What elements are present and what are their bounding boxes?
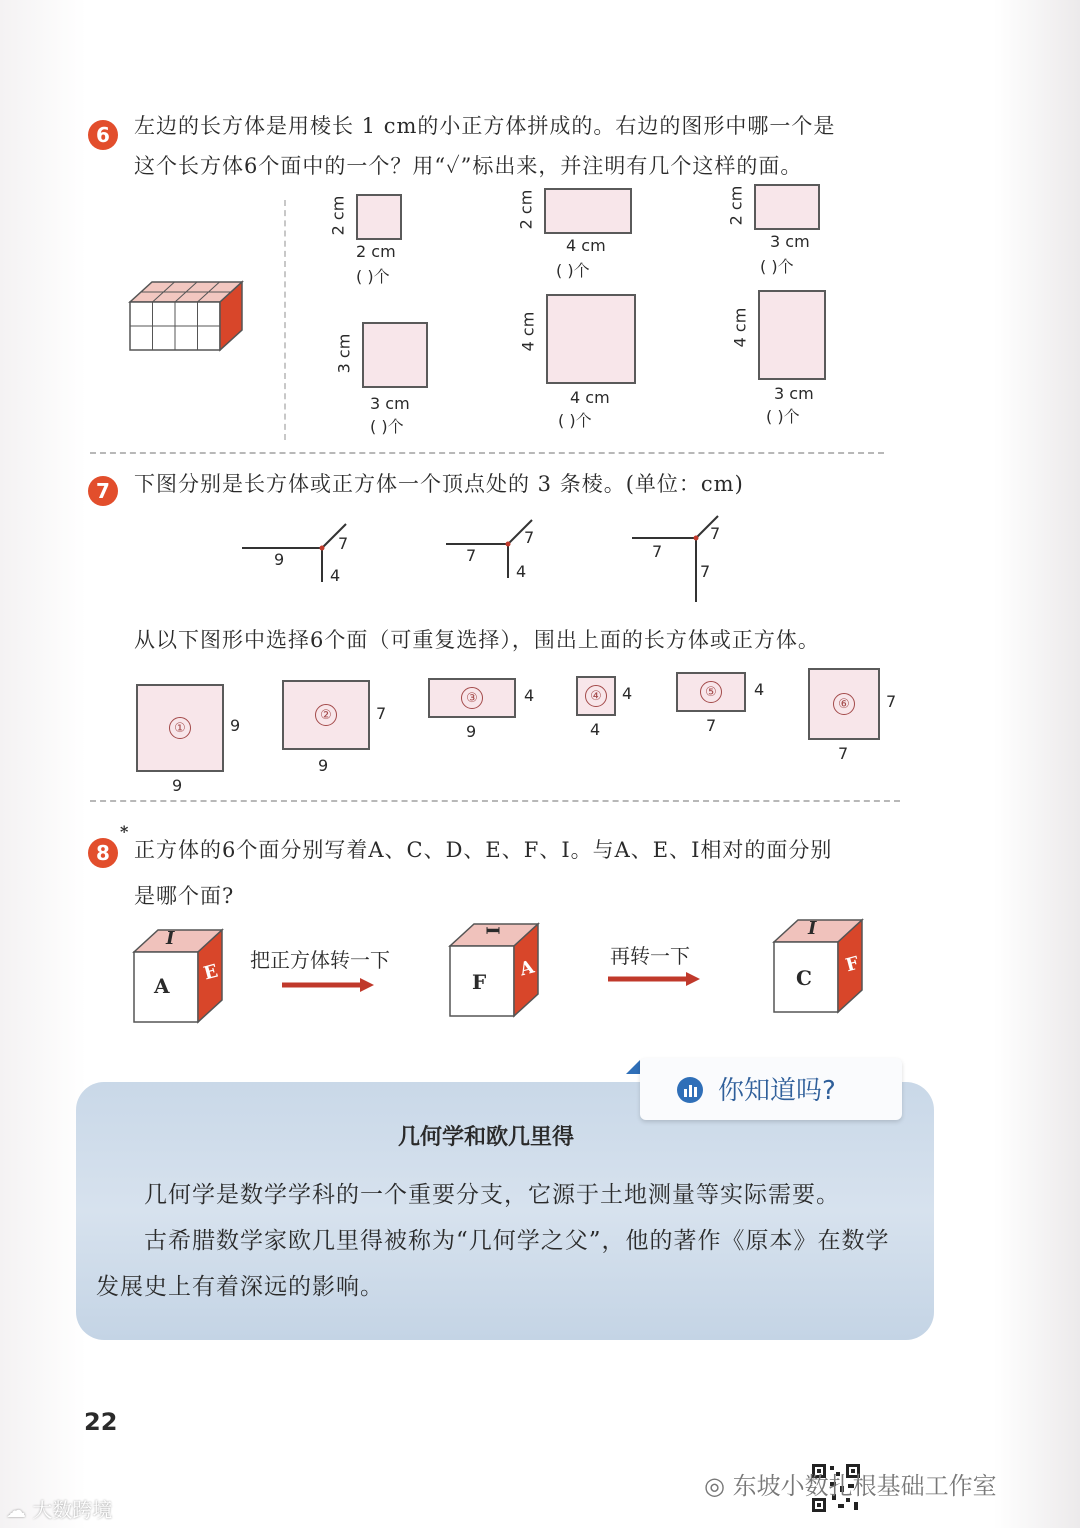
question-6-badge: 6 <box>88 120 118 150</box>
face-2-bottom: 9 <box>318 756 329 775</box>
face-3 <box>428 678 516 718</box>
face-4-bottom: 4 <box>590 720 601 739</box>
cuboid-figure <box>124 278 248 356</box>
cube-3-top: I <box>808 918 817 939</box>
face-1-side: 9 <box>230 716 241 735</box>
face-1-bottom: 9 <box>172 776 183 795</box>
shape-3x4-height: 4 cm <box>730 307 750 348</box>
shape-4x2-count[interactable]: ( )个 <box>556 261 590 280</box>
shape-4x2-height: 2 cm <box>516 189 536 230</box>
arrow-2 <box>608 970 702 988</box>
shape-3x2 <box>754 184 820 230</box>
shape-3x4-count[interactable]: ( )个 <box>766 407 800 426</box>
vertex-1-a: 9 <box>274 550 285 569</box>
info-title: 几何学和欧几里得 <box>398 1124 575 1150</box>
face-6-bottom: 7 <box>838 744 849 763</box>
face-2 <box>282 680 370 750</box>
divider-q7-q8 <box>90 800 900 802</box>
shape-2x2-count[interactable]: ( )个 <box>356 267 390 286</box>
face-2-side: 7 <box>376 704 387 723</box>
shape-3x2-count[interactable]: ( )个 <box>760 257 794 276</box>
shape-3x3 <box>362 322 428 388</box>
question-6-line1: 左边的长方体是用棱长 1 cm的小正方体拼成的。右边的图形中哪一个是 <box>134 114 836 138</box>
vertex-3-c: 7 <box>700 562 711 581</box>
question-8-badge: 8 <box>88 838 118 868</box>
divider-vertical <box>284 200 286 440</box>
face-4-id: ④ <box>585 685 607 707</box>
question-8-line1: 正方体的6个面分别写着A、C、D、E、F、I。与A、E、I相对的面分别 <box>134 838 833 862</box>
face-1 <box>136 684 224 772</box>
vertex-2-c: 4 <box>516 562 527 581</box>
cube-3-side: F <box>843 952 862 977</box>
watermark-logo-icon: ☁ <box>6 1498 26 1522</box>
question-7-line1: 下图分别是长方体或正方体一个顶点处的 3 条棱。(单位：cm) <box>134 472 744 496</box>
info-paragraph-2b: 发展史上有着深远的影响。 <box>96 1274 384 1300</box>
watermark-right <box>704 1466 997 1501</box>
question-7-badge: 7 <box>88 476 118 506</box>
shape-2x2-width: 2 cm <box>356 242 396 261</box>
face-3-bottom: 9 <box>466 722 477 741</box>
shape-3x4 <box>758 290 826 380</box>
cube-3-front: C <box>796 966 812 990</box>
shape-3x3-count[interactable]: ( )个 <box>370 417 404 436</box>
arrow-1 <box>282 976 376 994</box>
shape-3x3-width: 3 cm <box>370 394 410 413</box>
shape-3x2-width: 3 cm <box>770 232 810 251</box>
shape-4x2 <box>544 188 632 234</box>
did-you-know-label: 你知道吗? <box>718 1076 836 1106</box>
shape-4x4-width: 4 cm <box>570 388 610 407</box>
vertex-1-c: 4 <box>330 566 341 585</box>
vertex-3-b: 7 <box>710 524 721 543</box>
face-5-side: 4 <box>754 680 765 699</box>
cube-2-top: I <box>481 926 503 935</box>
face-2-id: ② <box>315 704 337 726</box>
cube-2-front: F <box>472 970 487 994</box>
question-8-line2: 是哪个面? <box>134 884 235 908</box>
face-1-id: ① <box>169 717 191 739</box>
wechat-icon: ◎ <box>704 1472 725 1500</box>
vertex-1-b: 7 <box>338 534 349 553</box>
face-5 <box>676 672 746 712</box>
question-6-line2: 这个长方体6个面中的一个？用“✓”标出来，并注明有几个这样的面。 <box>134 154 803 178</box>
arrow-2-label: 再转一下 <box>610 944 690 968</box>
did-you-know-tab <box>640 1058 902 1120</box>
shape-4x4 <box>546 294 636 384</box>
face-6-side: 7 <box>886 692 897 711</box>
shape-3x2-height: 2 cm <box>726 185 746 226</box>
face-4-side: 4 <box>622 684 633 703</box>
arrow-1-label: 把正方体转一下 <box>250 948 390 972</box>
vertex-2-b: 7 <box>524 528 535 547</box>
page-number: 22 <box>84 1408 118 1436</box>
info-paragraph-2a: 古希腊数学家欧几里得被称为“几何学之父”，他的著作《原本》在数学 <box>144 1228 890 1254</box>
shape-4x4-count[interactable]: ( )个 <box>558 411 592 430</box>
face-6-id: ⑥ <box>833 693 855 715</box>
watermark-right-text: 东坡小数扎根基础工作室 <box>732 1472 997 1500</box>
question-8-star: * <box>120 822 129 841</box>
cube-1-top: I <box>166 928 175 949</box>
watermark-left <box>6 1494 112 1523</box>
chart-bars-icon <box>676 1076 704 1104</box>
vertex-2-a: 7 <box>466 546 477 565</box>
cube-2-side: A <box>517 956 537 981</box>
cube-1-front: A <box>154 974 170 998</box>
shape-3x4-width: 3 cm <box>774 384 814 403</box>
shape-3x3-height: 3 cm <box>334 333 354 374</box>
shape-4x4-height: 4 cm <box>518 311 538 352</box>
face-5-id: ⑤ <box>700 681 722 703</box>
cube-1-side: E <box>201 960 221 985</box>
question-7-line2: 从以下图形中选择6个面（可重复选择），围出上面的长方体或正方体。 <box>134 628 820 652</box>
divider-q6-q7 <box>90 452 884 454</box>
vertex-3-a: 7 <box>652 542 663 561</box>
face-3-id: ③ <box>461 687 483 709</box>
face-4 <box>576 676 616 716</box>
shape-2x2 <box>356 194 402 240</box>
face-5-bottom: 7 <box>706 716 717 735</box>
face-6 <box>808 668 880 740</box>
watermark-left-text: 大数跨境 <box>32 1498 113 1522</box>
info-paragraph-1: 几何学是数学学科的一个重要分支，它源于土地测量等实际需要。 <box>144 1182 840 1208</box>
shape-2x2-height: 2 cm <box>328 195 348 236</box>
face-3-side: 4 <box>524 686 535 705</box>
shape-4x2-width: 4 cm <box>566 236 606 255</box>
vertex-edges-2 <box>444 516 544 580</box>
